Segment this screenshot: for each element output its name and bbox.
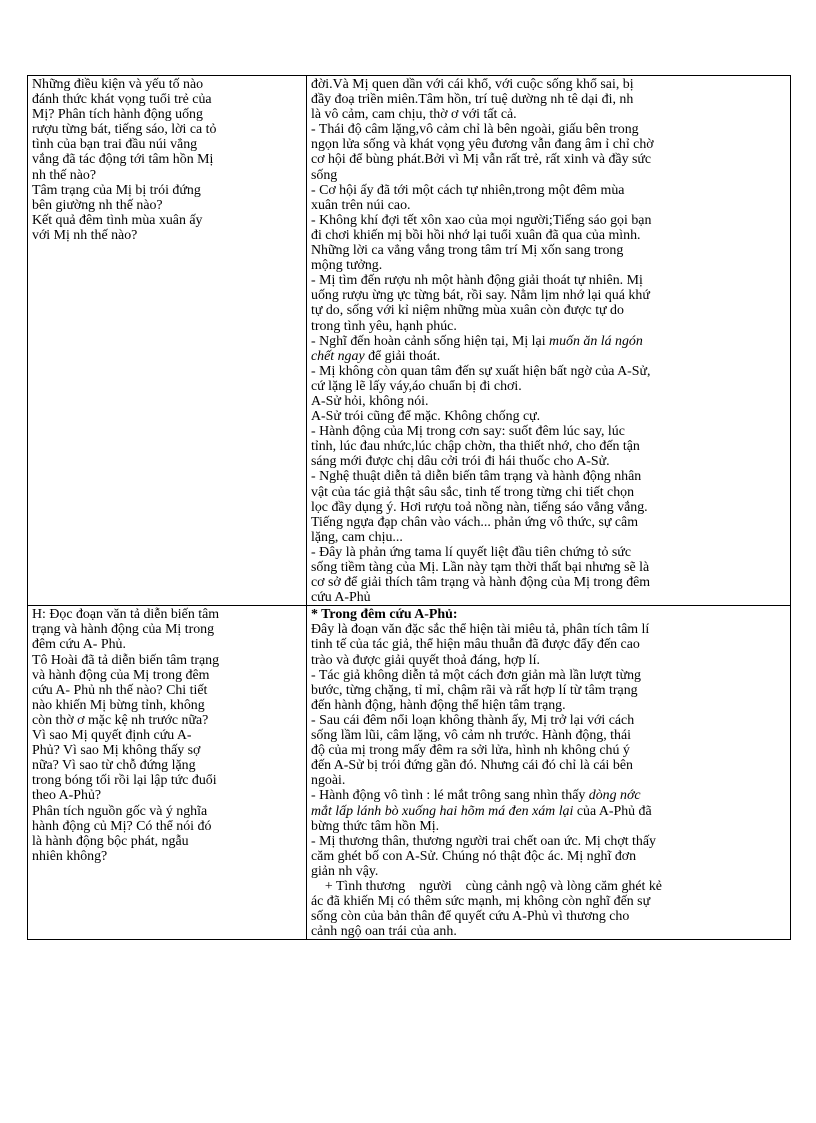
question-line: Kết quả đêm tình mùa xuân ấy: [32, 212, 203, 228]
question-line: nhiên không?: [32, 848, 108, 864]
question-line: Những điều kiện và yếu tố nào: [32, 77, 204, 92]
answer-line: A-Sử trói cũng để mặc. Không chống cự.: [311, 409, 541, 425]
answer-line: trào và được giải quyết thoả đáng, hợp lí.: [311, 652, 540, 668]
answer-line: - Nghệ thuật diễn tả diễn biến tâm trạng và hành động nhân: [311, 469, 642, 485]
answer-line: sống tiềm tàng của Mị. Lần này tạm thời thất bại nhưng sẽ là: [311, 560, 650, 575]
question-line: tình của bạn trai đầu núi vẳng: [32, 137, 198, 153]
answer-line: đến A-Sử bị trói đứng gần đó. Nhưng cái đó chỉ là cái bên: [311, 758, 633, 774]
answer-line: mộng tưởng.: [311, 258, 383, 274]
question-line: Tâm trạng của Mị bị trói đứng: [32, 182, 201, 198]
question-line: nữa? Vì sao từ chỗ đứng lặng: [32, 758, 196, 774]
answer-line: cứu A-Phủ: [311, 590, 371, 606]
question-line: rượu từng bát, tiếng sáo, lời ca tỏ: [32, 122, 217, 138]
answer-text: của A-Phủ đã: [573, 803, 652, 819]
section-heading: * Trong đêm cứu A-Phủ:: [311, 607, 458, 623]
answer-line: Đây là đoạn văn đặc sắc thể hiện tài miêu tả, phân tích tâm lí: [311, 622, 650, 638]
answer-line: lặng, cam chịu...: [311, 529, 403, 545]
question-line: còn thờ ơ mặc kệ nh trước nữa?: [32, 712, 209, 728]
table-row: [28, 606, 791, 940]
answer-line: uống rượu ừng ực từng bát, rồi say. Nằm lịm nhớ lại quá khứ: [311, 288, 650, 304]
answer-line: bước, từng chặng, tỉ mỉ, chậm rãi và rất hợp lí từ tâm trạng: [311, 682, 638, 698]
answer-line: giản nh vậy.: [311, 863, 379, 879]
answer-line: - Hành động của Mị trong cơn say: suốt đêm lúc say, lúc: [311, 424, 625, 440]
answer-line: tỉnh, lúc đau nhức,lúc chập chờn, tha thiết nhớ, cho đến tận: [311, 439, 640, 455]
answer-line: - Sau cái đêm nổi loạn không thành ấy, Mị trở lại với cách: [311, 712, 635, 728]
answer-line: vật của tác giả thật sâu sắc, tinh tế trong từng chi tiết chọn: [311, 484, 635, 500]
answer-line: đến hành động, hành động thể hiện tâm trạng.: [311, 697, 566, 713]
answer-line: - Cơ hội ấy đã tới một cách tự nhiên,trong một đêm mùa: [311, 182, 625, 198]
question-line: cứu A- Phủ nh thế nào? Chi tiết: [32, 682, 208, 698]
answer-text: - Nghĩ đến hoàn cảnh sống hiện tại, Mị lại: [311, 333, 550, 349]
question-line: đánh thức khát vọng tuổi trẻ của: [32, 92, 212, 108]
answer-line: độ của mị trong mấy đêm ra sởi lửa, hình nh không chú ý: [311, 743, 630, 759]
answer-line: [311, 804, 786, 819]
answer-line: - Đây là phản ứng tama lí quyết liệt đầu tiên chứng tỏ sức: [311, 544, 631, 560]
answer-line: [311, 334, 786, 349]
answer-line: - Mị tìm đến rượu nh một hành động giải thoát tự nhiên. Mị: [311, 273, 643, 289]
answer-line: sống: [311, 167, 338, 183]
answer-line: Tiếng ngựa đạp chân vào vách... phản ứng vô thức, sự câm: [311, 514, 639, 530]
table-row: [28, 76, 791, 606]
answer-line: căm ghét bố con A-Sử. Chúng nó thật độc ác. Mị nghĩ đơn: [311, 848, 637, 864]
answer-line: [311, 788, 786, 803]
question-line: là hành động bộc phát, ngẫu: [32, 833, 189, 849]
answer-text: - Hành động vô tình : lé mắt trông sang nhìn thấy: [311, 788, 589, 804]
answer-line: Những lời ca vẳng vắng trong tâm trí Mị xốn sang trong: [311, 243, 624, 259]
answer-line: sáng mới được chị dâu cởi trói đi hái thuốc cho A-Sử.: [311, 454, 610, 470]
question-cell: [28, 76, 307, 606]
answer-line: A-Sử hỏi, không nói.: [311, 393, 429, 409]
answer-line: đi chơi khiến mị bồi hồi nhớ lại tuổi xuân đã qua của mình.: [311, 227, 641, 243]
answer-line: ngoài.: [311, 773, 346, 789]
question-line: với Mị nh thế nào?: [32, 227, 138, 243]
answer-line: tinh tế của tác giả, thể hiện mâu thuẫn đã được đẩy đến cao: [311, 637, 640, 653]
question-line: đêm cứu A- Phủ.: [32, 637, 126, 653]
content-table: [27, 75, 791, 940]
question-line: vắng đã tác động tới tâm hồn Mị: [32, 152, 214, 168]
answer-line: cơ hội để bùng phát.Bởi vì Mị vẫn rất trẻ, rất xinh và đầy sức: [311, 152, 652, 168]
question-line: bên giường nh thế nào?: [32, 197, 163, 213]
answer-line: là vô cảm, cam chịu, thờ ơ với tất cả.: [311, 107, 517, 123]
answer-line: - Tác giả không diễn tả một cách đơn giản mà lần lượt từng: [311, 667, 641, 683]
question-line: và hành động của Mị trong đêm: [32, 667, 210, 683]
answer-line: + Tình thương người cùng cảnh ngộ và lòng căm ghét kẻ: [311, 878, 662, 894]
question-line: trạng và hành động của Mị trong: [32, 622, 215, 638]
answer-line: lọc đầy dụng ý. Hơi rượu toả nồng nàn, tiếng sáo vẳng vắng.: [311, 499, 648, 515]
question-line: Phủ? Vì sao Mị không thấy sợ: [32, 743, 201, 759]
answer-line: sống còn của bản thân để quyết cứu A-Phủ vì thương cho: [311, 909, 630, 925]
question-line: Phân tích nguồn gốc và ý nghĩa: [32, 803, 208, 819]
answer-line: cứ lặng lẽ lấy váy,áo chuẩn bị đi chơi.: [311, 378, 522, 394]
question-line: theo A-Phủ?: [32, 788, 102, 804]
answer-line: [311, 349, 786, 364]
answer-line: sống lầm lũi, câm lặng, vô cảm nh trước. Hành động, thái: [311, 728, 632, 744]
answer-text: để giải thoát.: [364, 348, 441, 364]
question-line: Vì sao Mị quyết định cứu A-: [32, 728, 192, 744]
answer-line: ngọn lửa sống và khát vọng yêu đương vẫn đang âm ỉ chỉ chờ: [311, 137, 654, 153]
question-line: nào khiến Mị bừng tỉnh, không: [32, 697, 205, 713]
question-line: nh thế nào?: [32, 167, 97, 183]
answer-line: bừng thức tâm hồn Mị.: [311, 818, 440, 834]
question-line: Mị? Phân tích hành động uống: [32, 107, 203, 123]
answer-line: đời.Và Mị quen dần với cái khổ, với cuộc sống khổ sai, bị: [311, 77, 634, 92]
question-line: hành động củ Mị? Có thể nói đó: [32, 818, 212, 834]
italic-quote: chết ngay: [311, 348, 365, 364]
answer-line: trong tình yêu, hạnh phúc.: [311, 318, 457, 334]
question-line: Tô Hoài đã tả diễn biến tâm trạng: [32, 652, 220, 668]
answer-line: đầy đoạ triền miên.Tâm hồn, trí tuệ dường nh tê dại đi, nh: [311, 92, 634, 108]
question-cell: [28, 606, 307, 940]
question-line: H: Đọc đoạn văn tả diễn biến tâm: [32, 607, 220, 623]
answer-line: - Mị không còn quan tâm đến sự xuất hiện bất ngờ của A-Sử,: [311, 363, 651, 379]
answer-line: - Thái độ câm lặng,vô cảm chỉ là bên ngoài, giấu bên trong: [311, 122, 639, 138]
answer-line: - Mị thương thân, thương người trai chết oan ức. Mị chợt thấy: [311, 833, 656, 849]
answer-line: - Không khí đợi tết xôn xao của mọi người;Tiếng sáo gọi bạn: [311, 212, 652, 228]
answer-line: cơ sở để giải thích tâm trạng và hành động của Mị trong đêm: [311, 575, 651, 591]
answer-cell: [307, 76, 791, 606]
answer-line: xuân trên núi cao.: [311, 197, 411, 213]
italic-quote: muốn ăn lá ngón: [549, 333, 643, 349]
italic-quote: dòng nớc: [588, 788, 641, 804]
answer-cell: [307, 606, 791, 940]
question-line: trong bóng tối rồi lại lập tức đuổi: [32, 773, 217, 789]
answer-line: tự do, sống với kỉ niệm những mùa xuân còn được tự do: [311, 303, 624, 319]
italic-quote: mắt lấp lánh bò xuống hai hõm má đen xám lại: [311, 803, 574, 819]
answer-line: ác đã khiến Mị có thêm sức mạnh, mị không còn nghĩ đến sự: [311, 894, 651, 910]
answer-line: cảnh ngộ oan trái của anh.: [311, 924, 457, 940]
